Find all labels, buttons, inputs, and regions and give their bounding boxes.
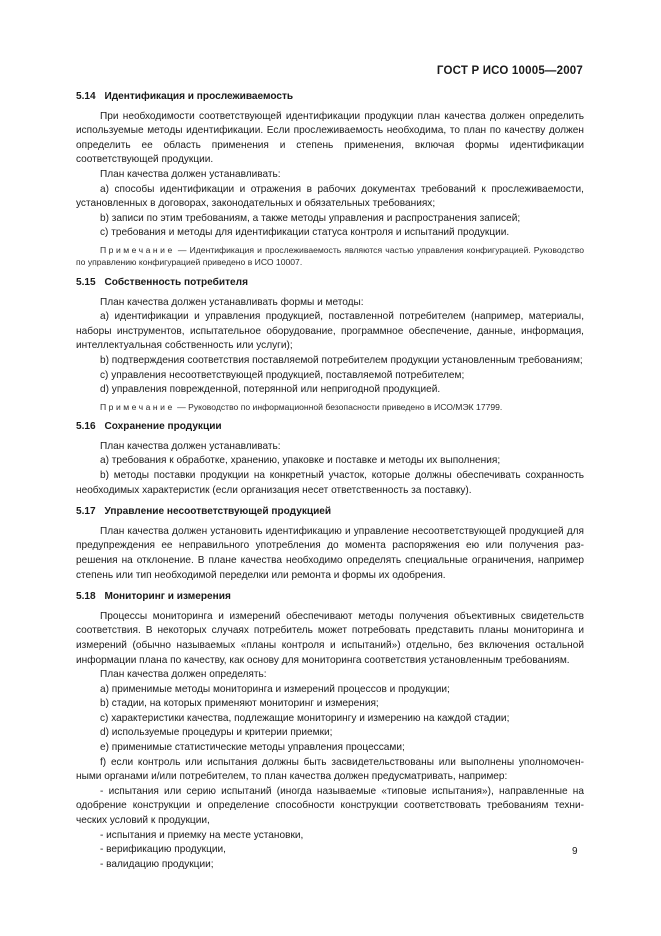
section-number: 5.16	[76, 421, 96, 433]
document-id: ГОСТ Р ИСО 10005—2007	[436, 65, 583, 77]
section-number: 5.17	[76, 506, 96, 518]
paragraph: План качества должен устанавливать:	[100, 440, 281, 452]
section-5-17	[76, 505, 584, 583]
list-item: а) требования к обработке, хранению, упаковке и поставке и методы их выполнения;	[100, 455, 501, 467]
list-item: d) используемые процедуры и критерии приемки;	[100, 727, 333, 739]
section-title: Управление несоответствующей продукцией	[104, 506, 332, 518]
list-item: b) записи по этим требованиям, а также методы управления и распространения записей;	[100, 212, 521, 224]
section-title: Собственность потребителя	[104, 276, 248, 288]
paragraph: План качества должен установить идентификацию и управление несоответствующей продукцией для предупреждения ее неправильного употребления до момента распоряжения ею или получения разрешения на отклонение. В плане качества необходимо определять специальные ограничения, например степень или тип необходимой переделки или ремонта и формы их одобрения.	[76, 525, 584, 581]
list-item: с) управления несоответствующей продукцией, поставляемой потребителем;	[100, 369, 465, 381]
section-5-15	[76, 276, 584, 413]
list-item: - испытания и приемку на месте установки,	[100, 829, 304, 841]
section-heading	[76, 276, 584, 291]
section-number: 5.14	[76, 91, 96, 102]
note-text: — Руководство по информационной безопасности приведено в ИСО/МЭК 17799.	[174, 401, 503, 412]
section-5-14	[76, 90, 584, 269]
note-label: Примечание	[100, 244, 175, 255]
section-heading	[76, 90, 584, 105]
paragraph: План качества должен устанавливать формы и методы:	[100, 296, 364, 308]
page-content	[76, 90, 584, 872]
section-5-18	[76, 590, 584, 872]
list-item: d) управления поврежденной, потерянной или непригодной продукцией.	[100, 384, 441, 396]
section-title: Сохранение продукции	[104, 421, 222, 433]
section-title: Мониторинг и измерения	[104, 591, 231, 603]
list-item: с) требования и методы для идентификации статуса контроля и испытаний продукции.	[100, 227, 510, 239]
page-number: 9	[572, 846, 578, 857]
section-number: 5.15	[76, 276, 96, 288]
list-item: - верификацию продукции,	[100, 844, 226, 856]
list-item: а) применимые методы мониторинга и измерений процессов и продукции;	[100, 683, 450, 695]
list-item: а) идентификации и управления продукцией, поставленной потребителем (например, материалы, наборы инструментов, испытательное оборудование, программное обеспечение, данные, информация, интеллектуальная собственность или услуги);	[76, 311, 584, 352]
section-heading	[76, 590, 584, 605]
note	[76, 244, 584, 269]
list-item: b) методы поставки продукции на конкретный участок, которые должны обеспечивать сохранность необходимых характеристик (если организация несет ответственность за поставку).	[76, 469, 584, 496]
paragraph: План качества должен определять:	[100, 669, 267, 681]
section-5-16	[76, 420, 584, 498]
note-text: — Идентификация и прослеживаемость являются частью управления конфигурацией. Руководство по управлению конфигурацией приведено в ИСО 10007.	[76, 244, 584, 268]
section-heading	[76, 505, 584, 520]
list-item: е) применимые статистические методы управления процессами;	[100, 742, 405, 754]
paragraph: Процессы мониторинга и измерений обеспечивают методы получения объективных свидетельств соответствия. В некоторых случаях потребитель может потребовать представить планы мониторинга и измерений (обычно называемых «планы контроля и испытаний») отдельно, без включения остальной информации плана по качеству, как основу для мониторинга соответствия установленным требованиям.	[76, 610, 584, 666]
section-title: Идентификация и прослеживаемость	[104, 91, 294, 102]
list-item: с) характеристики качества, подлежащие мониторингу и измерению на каждой стадии;	[100, 712, 510, 724]
list-item: - валидацию продукции;	[100, 858, 214, 870]
note-label: Примечание	[100, 401, 175, 412]
list-item: f) если контроль или испытания должны быть засвидетельствованы или выполнены уполномоченными органами и/или потребителем, то план качества должен предусматривать, например:	[76, 756, 584, 783]
list-item: b) подтверждения соответствия поставляемой потребителем продукции установленным требованиям;	[100, 354, 583, 366]
paragraph: При необходимости соответствующей идентификации продукции план качества должен определить используемые методы идентификации. Если прослеживаемость необходима, то план по качеству должен определить ее область применения и степень применения, включая формы идентификации соответствующей продукции.	[76, 110, 584, 166]
paragraph: План качества должен устанавливать:	[100, 168, 281, 180]
list-item: - испытания или серию испытаний (иногда называемые «типовые испытания»), направленные на одобрение конструкции и определение способности конструкции соответствовать требованиям технических условий к продукции,	[76, 785, 584, 827]
section-heading	[76, 420, 584, 435]
section-number: 5.18	[76, 591, 96, 603]
list-item: а) способы идентификации и отражения в рабочих документах требований к прослеживаемости, установленных в договорах, законодательных и обязательных требованиях;	[76, 183, 584, 210]
note	[76, 401, 584, 414]
list-item: b) стадии, на которых применяют мониторинг и измерения;	[100, 698, 379, 710]
